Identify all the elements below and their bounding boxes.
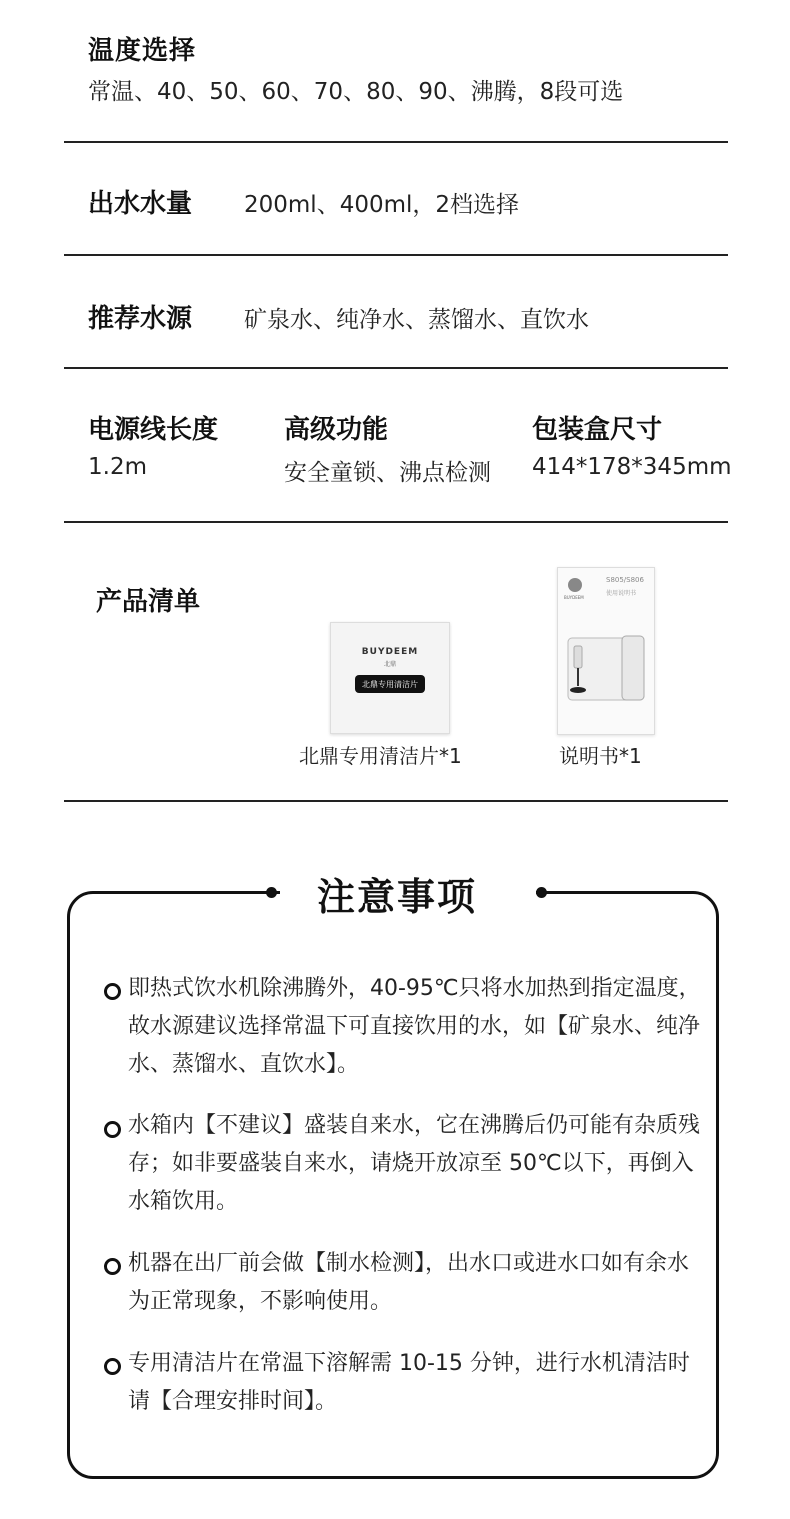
note-item: 专用清洁片在常温下溶解需 10-15 分钟，进行水机清洁时请【合理安排时间】。	[128, 1351, 690, 1414]
box-size-label: 包装盒尺寸	[532, 415, 663, 445]
cord-length-value: 1.2m	[88, 454, 147, 480]
note-item: 水箱内【不建议】盛装自来水，它在沸腾后仍可能有杂质残存；如非要盛装自来水，请烧开放凉至 50℃以下，再倒入水箱饮用。	[128, 1113, 701, 1214]
manual-logo-text: BUYDEEM	[564, 595, 584, 600]
packet-brand-sub: 北鼎	[383, 661, 396, 668]
temperature-value: 常温、40、50、60、70、80、90、沸腾，8段可选	[88, 79, 624, 105]
packet-brand: BUYDEEM	[361, 647, 419, 657]
note-item: 机器在出厂前会做【制水检测】，出水口或进水口如有余水为正常现象，不影响使用。	[128, 1251, 690, 1314]
water-dispenser-icon	[562, 628, 650, 708]
manual-caption: 说明书*1	[559, 744, 642, 768]
water-source-label: 推荐水源	[88, 304, 193, 334]
box-size-value: 414*178*345mm	[532, 454, 732, 480]
water-output-label: 出水水量	[88, 189, 193, 219]
notes-title: 注意事项	[316, 875, 477, 919]
divider	[64, 521, 728, 523]
divider	[64, 367, 728, 369]
divider	[64, 800, 728, 802]
note-item: 即热式饮水机除沸腾外，40-95℃只将水加热到指定温度，故水源建议选择常温下可直接饮用的水，如【矿泉水、纯净水、蒸馏水、直饮水】。	[128, 976, 701, 1077]
cleaning-tablet-caption: 北鼎专用清洁片*1	[299, 744, 462, 768]
advanced-features-label: 高级功能	[284, 415, 389, 445]
product-list-title: 产品清单	[96, 587, 201, 617]
manual-image	[557, 567, 655, 735]
bullet-icon	[104, 1358, 121, 1375]
water-output-value: 200ml、400ml，2档选择	[244, 192, 520, 218]
brand-logo-icon	[568, 578, 582, 592]
divider	[64, 254, 728, 256]
advanced-features-value: 安全童锁、沸点检测	[284, 460, 491, 486]
bullet-icon	[104, 983, 121, 1000]
bullet-icon	[104, 1121, 121, 1138]
packet-tag: 北鼎专用清洁片	[355, 675, 425, 693]
bullet-icon	[104, 1258, 121, 1275]
water-source-value: 矿泉水、纯净水、蒸馏水、直饮水	[244, 307, 589, 333]
divider	[64, 141, 728, 143]
cord-length-label: 电源线长度	[88, 415, 219, 445]
title-right-dot	[536, 887, 547, 898]
manual-model: S805/S806	[606, 576, 644, 584]
cleaning-tablet-image	[330, 622, 450, 734]
manual-title: 使用说明书	[606, 590, 637, 597]
temperature-title: 温度选择	[88, 36, 197, 66]
title-left-dot	[266, 887, 277, 898]
